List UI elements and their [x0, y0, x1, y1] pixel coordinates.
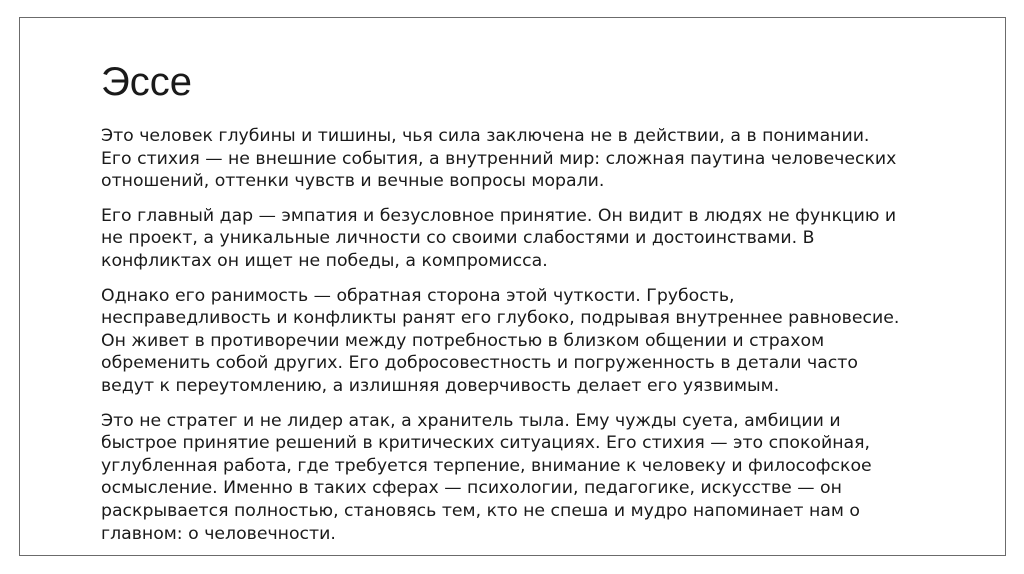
- paragraph-4: Это не стратег и не лидер атак, а хранитель тыла. Ему чужды суета, амбиции и быстрое принятие решений в критических ситуациях. Его стихия — это спокойная, углубленная работа, где требуется терпение, внимание к человеку и философское осмысление. Именно в таких сферах — психологии, педагогике, искусстве — он раскрывается полностью, становясь тем, кто не спеша и мудро напоминает нам о главном: о человечности.: [101, 410, 872, 544]
- paragraph-1: Это человек глубины и тишины, чья сила заключена не в действии, а в понимании. Его стихия — не внешние события, а внутренний мир: сложная паутина человеческих отношений, оттенки чувств и вечные вопросы морали.: [101, 126, 897, 192]
- slide-title: Эссе: [101, 60, 192, 104]
- paragraph-3: Однако его ранимость — обратная сторона этой чуткости. Грубость, несправедливость и конфликты ранят его глубоко, подрывая внутреннее равновесие. Он живет в противоречии между потребностью в близком общении и страхом обременить собой других. Его добросовестность и погруженность в детали часто ведут к переутомлению, а излишняя доверчивость делает его уязвимым.: [101, 285, 900, 396]
- slide-body: [101, 125, 901, 557]
- slide-content: [101, 0, 921, 574]
- paragraph-2: Его главный дар — эмпатия и безусловное принятие. Он видит в людях не функцию и не проект, а уникальные личности со своими слабостями и достоинствами. В конфликтах он ищет не победы, а компромисса.: [101, 205, 897, 271]
